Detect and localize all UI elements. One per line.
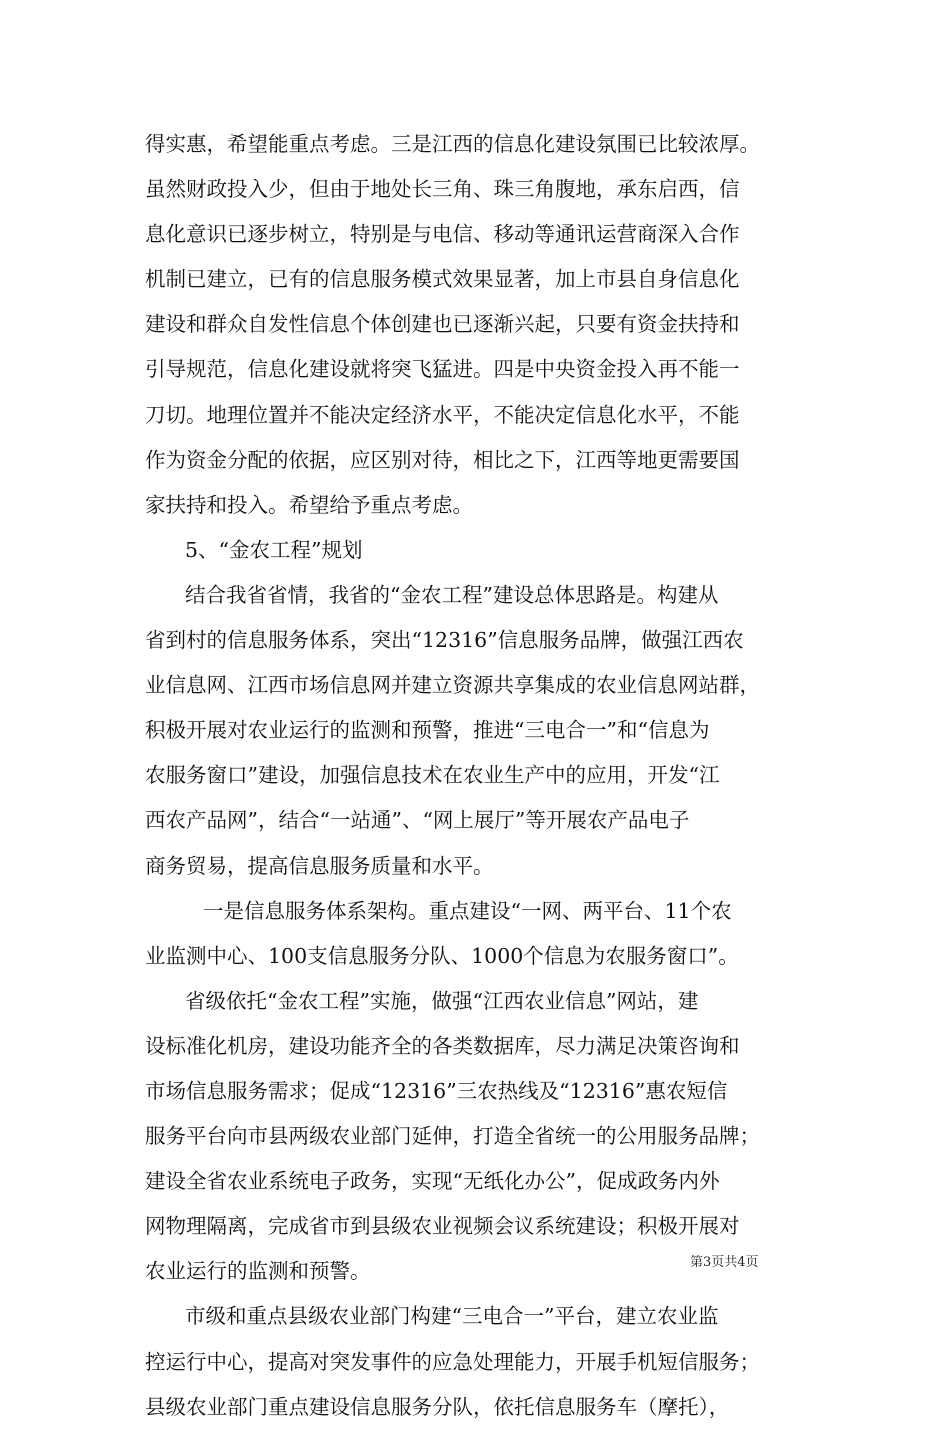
text-line: 业信息网、江西市场信息网并建立资源共享集成的农业信息网站群， — [145, 673, 760, 698]
text-line: 结合我省省情，我省的“金农工程”建设总体思路是。构建从 — [185, 582, 719, 607]
text-line: 市级和重点县级农业部门构建“三电合一”平台，建立农业监 — [185, 1304, 719, 1329]
text-line: 引导规范，信息化建设就将突飞猛进。四是中央资金投入再不能一 — [145, 357, 740, 382]
text-line: 一是信息服务体系架构。重点建设“一网、两平台、11个农 — [203, 898, 732, 923]
text-line: 刀切。地理位置并不能决定经济水平，不能决定信息化水平，不能 — [145, 402, 740, 427]
text-line: 农服务窗口”建设，加强信息技术在农业生产中的应用，开发“江 — [145, 763, 720, 788]
text-line: 业监测中心、100支信息服务分队、1000个信息为农服务窗口”。 — [145, 943, 739, 968]
text-line: 家扶持和投入。希望给予重点考虑。 — [145, 492, 473, 517]
text-line: 控运行中心，提高对突发事件的应急处理能力，开展手机短信服务； — [145, 1349, 760, 1374]
text-line: 农业运行的监测和预警。 — [145, 1259, 371, 1284]
page-number: 第3页共4页 — [690, 1255, 759, 1270]
text-line: 建设和群众自发性信息个体创建也已逐渐兴起，只要有资金扶持和 — [145, 312, 740, 337]
text-line: 服务平台向市县两级农业部门延伸，打造全省统一的公用服务品牌； — [145, 1124, 760, 1149]
text-line: 西农产品网”，结合“一站通”、“网上展厅”等开展农产品电子 — [145, 808, 690, 833]
text-line: 建设全省农业系统电子政务，实现“无纸化办公”，促成政务内外 — [145, 1169, 720, 1194]
document-body — [145, 122, 817, 1430]
text-line: 积极开展对农业运行的监测和预警，推进“三电合一”和“信息为 — [145, 718, 710, 743]
text-line: 5、“金农工程”规划 — [185, 537, 363, 562]
text-line: 县级农业部门重点建设信息服务分队，依托信息服务车（摩托）， — [145, 1394, 730, 1419]
text-line: 市场信息服务需求；促成“12316”三农热线及“12316”惠农短信 — [145, 1078, 728, 1103]
text-line: 省级依托“金农工程”实施，做强“江西农业信息”网站，建 — [185, 988, 699, 1013]
text-line: 得实惠，希望能重点考虑。三是江西的信息化建设氛围已比较浓厚。 — [145, 132, 760, 156]
text-line: 虽然财政投入少，但由于地处长三角、珠三角腹地，承东启西，信 — [145, 177, 740, 202]
text-line: 网物理隔离，完成省市到县级农业视频会议系统建设；积极开展对 — [145, 1214, 740, 1239]
text-line: 息化意识已逐步树立，特别是与电信、移动等通讯运营商深入合作 — [145, 222, 740, 247]
text-line: 作为资金分配的依据，应区别对待，相比之下，江西等地更需要国 — [145, 447, 740, 472]
text-line: 省到村的信息服务体系，突出“12316”信息服务品牌，做强江西农 — [145, 628, 744, 653]
text-line: 机制已建立，已有的信息服务模式效果显著，加上市县自身信息化 — [145, 267, 740, 292]
text-line: 商务贸易，提高信息服务质量和水平。 — [145, 853, 494, 878]
text-line: 设标准化机房，建设功能齐全的各类数据库，尽力满足决策咨询和 — [145, 1033, 740, 1058]
